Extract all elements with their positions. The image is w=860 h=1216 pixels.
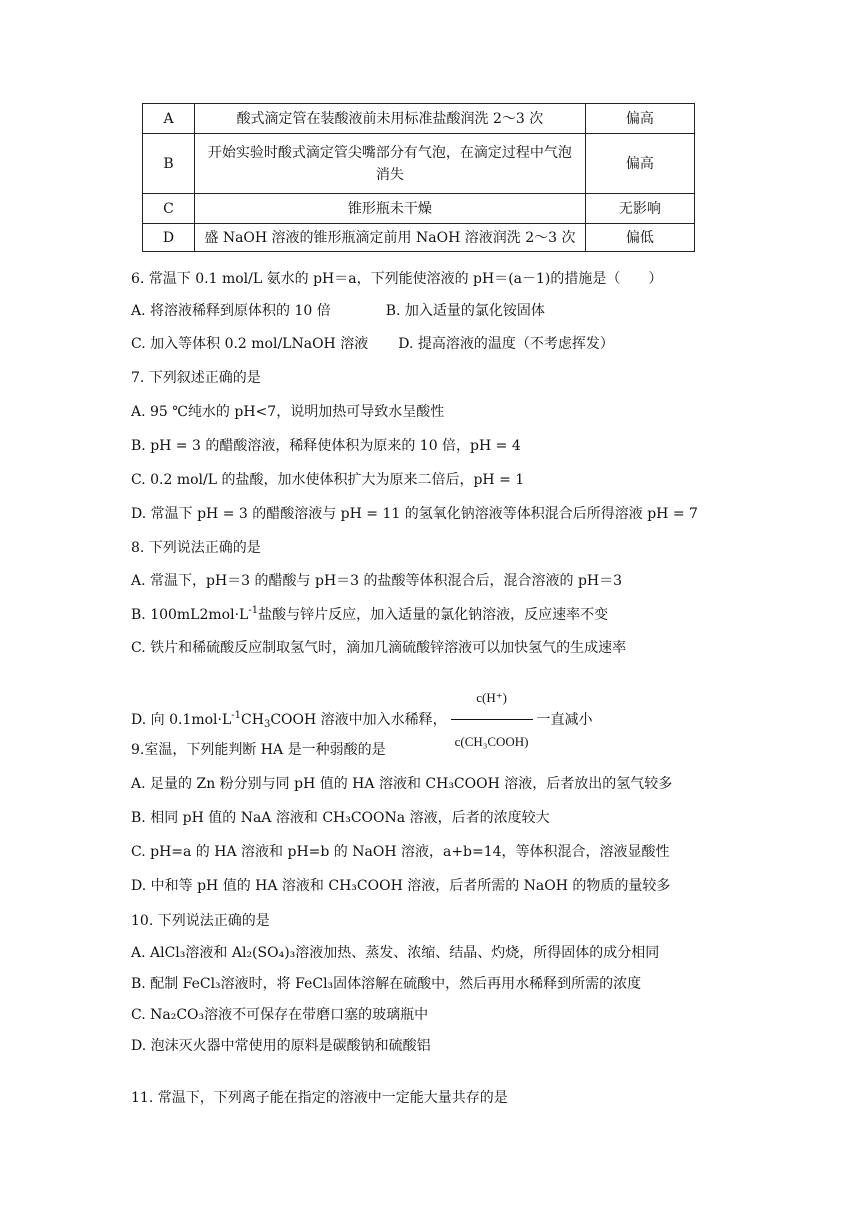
question-9-option-c: C. pH=a 的 HA 溶液和 pH=b 的 NaOH 溶液，a+b=14，等体积混合，溶液显酸性: [131, 844, 670, 860]
row-description: 盛 NaOH 溶液的锥形瓶滴定前用 NaOH 溶液润洗 2～3 次: [195, 224, 586, 252]
row-description-line2: 消失: [375, 166, 404, 183]
row-description: 酸式滴定管在装酸液前未用标准盐酸润洗 2～3 次: [195, 104, 586, 134]
option-b: B. 加入适量的氯化铵固体: [385, 303, 545, 319]
question-10-option-c: C. Na₂CO₃溶液不可保存在带磨口塞的玻璃瓶中: [131, 1007, 429, 1023]
question-7-option-d: D. 常温下 pH = 3 的醋酸溶液与 pH = 11 的氢氧化钠溶液等体积混合后所得溶液 pH = 7: [131, 506, 698, 522]
option-b-superscript: -1: [248, 605, 259, 616]
question-7-option-c: C. 0.2 mol/L 的盐酸，加水使体积扩大为原来二倍后，pH = 1: [131, 472, 525, 488]
row-label: D: [143, 224, 195, 252]
error-analysis-table: [142, 103, 695, 252]
row-label: A: [143, 104, 195, 134]
question-9-option-b: B. 相同 pH 值的 NaA 溶液和 CH₃COONa 溶液，后者的浓度较大: [131, 810, 550, 826]
option-c: C. 加入等体积 0.2 mol/LNaOH 溶液: [131, 336, 369, 352]
option-d-text-mid: COOH 溶液中加入水稀释，: [270, 712, 447, 728]
question-9-stem: 9.室温，下列能判断 HA 是一种弱酸的是: [131, 742, 386, 758]
question-8-option-a: A. 常温下，pH＝3 的醋酸与 pH＝3 的盐酸等体积混合后，混合溶液的 pH＝3: [131, 573, 623, 589]
row-description-line1: 开始实验时酸式滴定管尖嘴部分有气泡，在滴定过程中气泡: [207, 144, 572, 161]
concentration-ratio-fraction: [451, 677, 533, 763]
row-description: 锥形瓶未干燥: [195, 194, 586, 224]
question-6-options-cd: [131, 334, 614, 354]
question-6-stem: 6. 常温下 0.1 mol/L 氨水的 pH＝a，下列能使溶液的 pH＝(a－1)的措施是（ ）: [131, 271, 663, 287]
question-10-option-b: B. 配制 FeCl₃溶液时，将 FeCl₃固体溶解在硫酸中，然后再用水稀释到所需的浓度: [131, 976, 642, 992]
table-row: [143, 224, 695, 252]
row-result: 偏高: [585, 104, 694, 134]
question-8-stem: 8. 下列说法正确的是: [131, 540, 261, 556]
question-11-stem: 11. 常温下，下列离子能在指定的溶液中一定能大量共存的是: [131, 1090, 508, 1106]
option-d-formula: CH: [241, 712, 264, 728]
table-row: [143, 194, 695, 224]
question-10-stem: 10. 下列说法正确的是: [131, 913, 270, 929]
table-row: [143, 134, 695, 194]
option-d-subscript: 3: [263, 719, 271, 730]
question-7-stem: 7. 下列叙述正确的是: [131, 370, 261, 386]
row-label: C: [143, 194, 195, 224]
question-7-option-b: B. pH = 3 的醋酸溶液，稀释使体积为原来的 10 倍，pH = 4: [131, 438, 521, 454]
option-d: D. 提高溶液的温度（不考虑挥发）: [398, 336, 614, 352]
question-8-option-b: [131, 605, 608, 625]
row-result: 无影响: [585, 194, 694, 224]
question-9-option-d: D. 中和等 pH 值的 HA 溶液和 CH₃COOH 溶液，后者所需的 NaOH 的物质的量较多: [131, 878, 671, 894]
option-d-superscript: -1: [231, 710, 242, 721]
fraction-denominator: c(CH₃COOH): [451, 719, 533, 763]
question-8-option-c: C. 铁片和稀硫酸反应制取氢气时，滴加几滴硫酸锌溶液可以加快氢气的生成速率: [131, 640, 627, 656]
question-6-options-ab: [131, 301, 545, 321]
row-result: 偏低: [585, 224, 694, 252]
table-row: [143, 104, 695, 134]
option-d-text: D. 向 0.1mol·L: [131, 712, 232, 728]
option-a: A. 将溶液稀释到原体积的 10 倍: [131, 303, 331, 319]
option-d-text-end: 一直减小: [536, 712, 593, 728]
row-description: [195, 134, 586, 194]
question-10-option-d: D. 泡沫灭火器中常使用的原料是碳酸钠和硫酸铝: [131, 1038, 431, 1054]
question-10-option-a: A. AlCl₃溶液和 Al₂(SO₄)₃溶液加热、蒸发、浓缩、结晶、灼烧，所得固体的成分相同: [131, 945, 660, 961]
option-b-text: B. 100mL2mol·L: [131, 607, 249, 623]
fraction-numerator: c(H⁺): [476, 690, 507, 705]
option-b-text-rest: 盐酸与锌片反应，加入适量的氯化钠溶液，反应速率不变: [258, 607, 609, 623]
row-result: 偏高: [585, 134, 694, 194]
question-7-option-a: A. 95 ℃纯水的 pH<7，说明加热可导致水呈酸性: [131, 404, 445, 420]
question-9-option-a: A. 足量的 Zn 粉分别与同 pH 值的 HA 溶液和 CH₃COOH 溶液，后者放出的氢气较多: [131, 776, 673, 792]
row-label: B: [143, 134, 195, 194]
